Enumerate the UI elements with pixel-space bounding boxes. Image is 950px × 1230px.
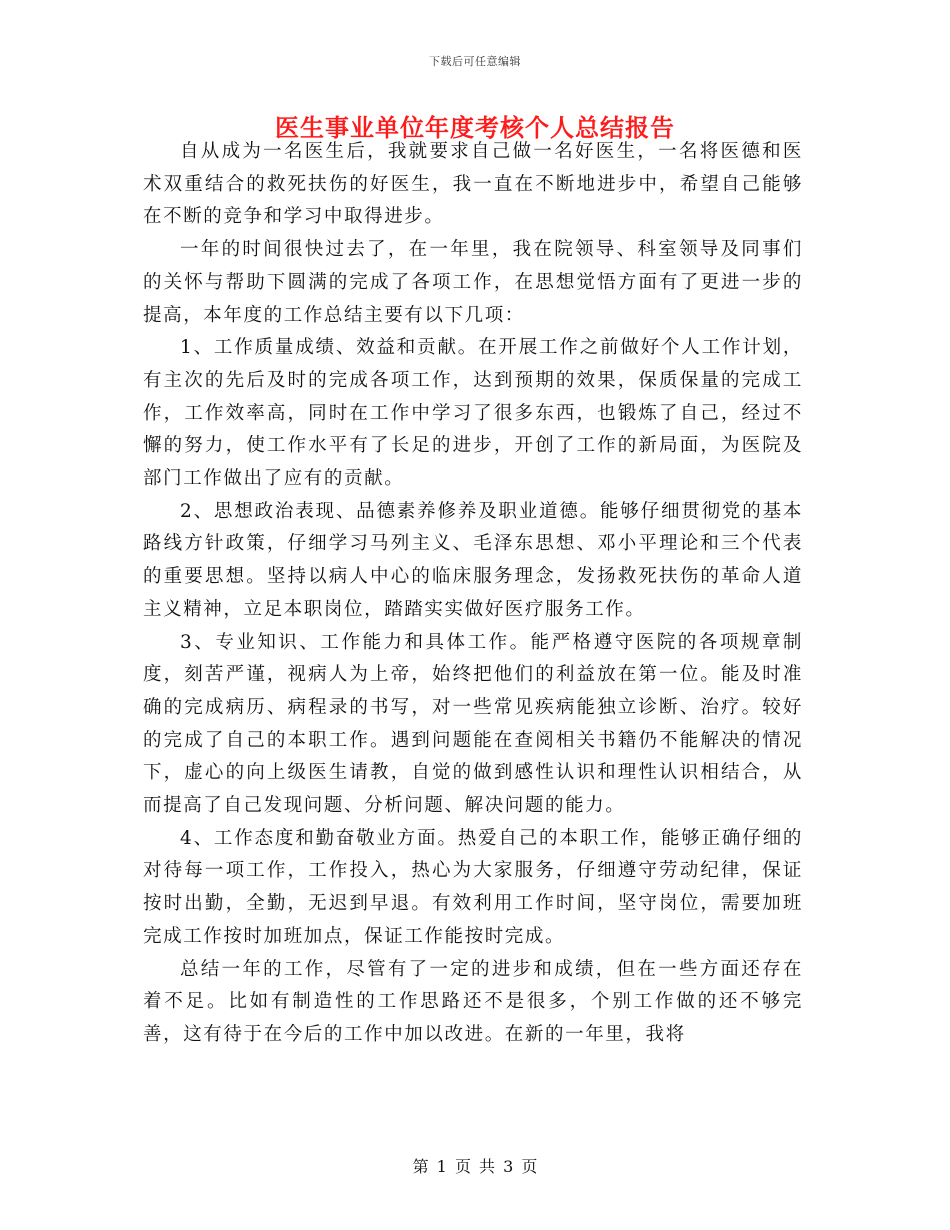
paragraph: 2、思想政治表现、品德素养修养及职业道德。能够仔细贯彻党的基本路线方针政策，仔细学习马列主义、毛泽东思想、邓小平理论和三个代表的重要思想。坚持以病人中心的临床服务理念，发扬救死扶伤的革命人道主义精神，立足本职岗位，踏踏实实做好医疗服务工作。 <box>143 500 803 620</box>
paragraph: 3、专业知识、工作能力和具体工作。能严格遵守医院的各项规章制度，刻苦严谨，视病人为上帝，始终把他们的利益放在第一位。能及时准确的完成病历、病程录的书写，对一些常见疾病能独立诊断、治疗。较好的完成了自己的本职工作。遇到问题能在查阅相关书籍仍不能解决的情况下，虚心的向上级医生请教，自觉的做到感性认识和理性认识相结合，从而提高了自己发现问题、分析问题、解决问题的能力。 <box>143 631 803 817</box>
document-title: 医生事业单位年度考核个人总结报告 <box>275 113 675 142</box>
paragraph: 4、工作态度和勤奋敬业方面。热爱自己的本职工作，能够正确仔细的对待每一项工作，工作投入，热心为大家服务，仔细遵守劳动纪律，保证按时出勤，全勤，无迟到早退。有效利用工作时间，坚守岗位，需要加班完成工作按时加班加点，保证工作能按时完成。 <box>143 827 803 947</box>
page-footer: 第 1 页 共 3 页 <box>412 1157 538 1176</box>
document-body <box>143 136 803 1052</box>
paragraph: 1、工作质量成绩、效益和贡献。在开展工作之前做好个人工作计划，有主次的先后及时的完成各项工作，达到预期的效果，保质保量的完成工作，工作效率高，同时在工作中学习了很多东西，也锻炼了自己，经过不懈的努力，使工作水平有了长足的进步，开创了工作的新局面，为医院及部门工作做出了应有的贡献。 <box>143 337 803 490</box>
paragraph: 总结一年的工作，尽管有了一定的进步和成绩，但在一些方面还存在着不足。比如有制造性的工作思路还不是很多，个别工作做的还不够完善，这有待于在今后的工作中加以改进。在新的一年里，我将 <box>143 958 803 1045</box>
header-note: 下载后可任意编辑 <box>429 55 521 68</box>
paragraph: 一年的时间很快过去了，在一年里，我在院领导、科室领导及同事们的关怀与帮助下圆满的完成了各项工作，在思想觉悟方面有了更进一步的提高，本年度的工作总结主要有以下几项： <box>143 239 803 326</box>
paragraph: 自从成为一名医生后，我就要求自己做一名好医生，一名将医德和医术双重结合的救死扶伤的好医生，我一直在不断地进步中，希望自己能够在不断的竞争和学习中取得进步。 <box>143 141 803 228</box>
